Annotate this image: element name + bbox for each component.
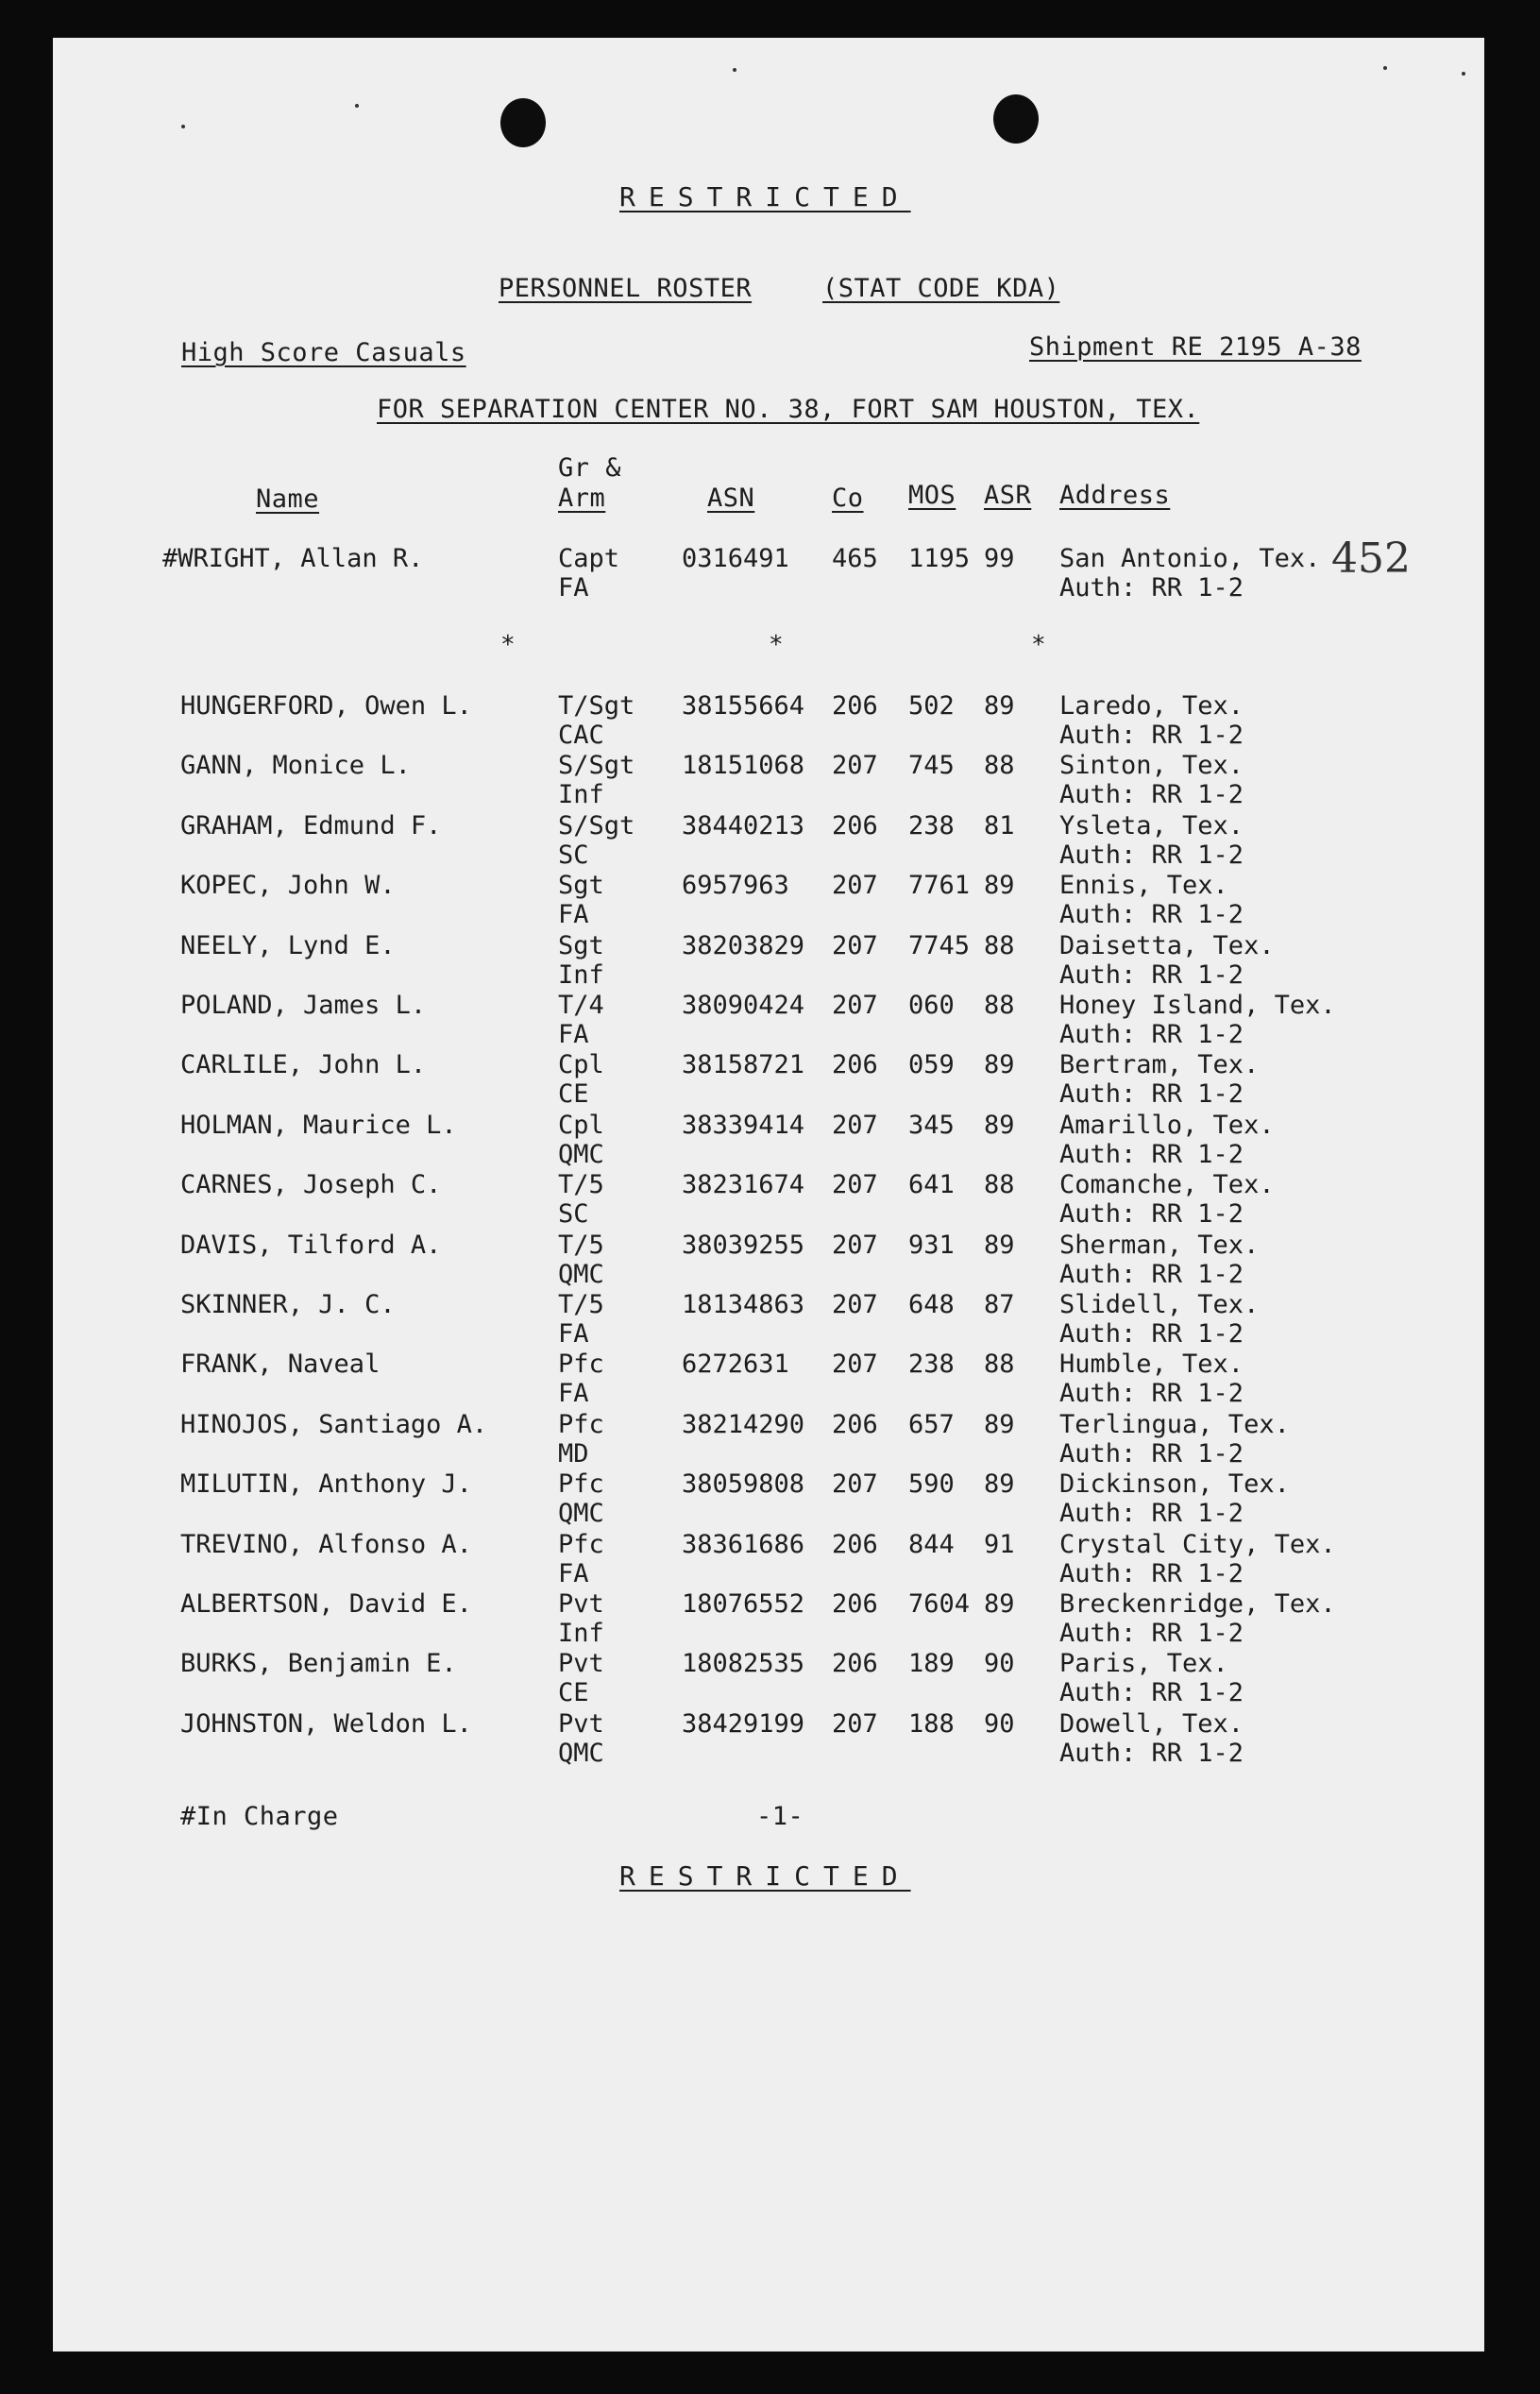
arm-cell: CAC: [558, 721, 604, 750]
asr-cell: 89: [984, 1050, 1015, 1079]
auth-cell: Auth: RR 1-2: [1059, 900, 1244, 929]
arm-cell: Inf: [558, 780, 604, 809]
destination-line: FOR SEPARATION CENTER NO. 38, FORT SAM HOUSTON, TEX.: [377, 395, 1200, 424]
unit-name: High Score Casuals: [181, 338, 466, 367]
address-cell: San Antonio, Tex.: [1059, 544, 1321, 573]
arm-cell: QMC: [558, 1739, 604, 1768]
separator-asterisk: *: [1031, 631, 1046, 659]
stat-code: (STAT CODE KDA): [822, 274, 1060, 303]
auth-cell: Auth: RR 1-2: [1059, 1559, 1244, 1588]
asn-cell: 38429199: [682, 1709, 805, 1739]
asr-cell: 88: [984, 931, 1015, 960]
name-cell: KOPEC, John W.: [180, 871, 396, 900]
grade-cell: T/5: [558, 1170, 604, 1199]
co-cell: 207: [832, 1290, 878, 1319]
auth-cell: Auth: RR 1-2: [1059, 1439, 1244, 1469]
auth-cell: Auth: RR 1-2: [1059, 960, 1244, 990]
arm-cell: SC: [558, 1199, 589, 1229]
page-number: -1-: [756, 1802, 804, 1831]
co-cell: 207: [832, 1231, 878, 1260]
table-row: [53, 1350, 1484, 1408]
co-cell: 206: [832, 1050, 878, 1079]
grade-cell: Pvt: [558, 1649, 604, 1678]
table-row: [53, 811, 1484, 870]
table-row: [53, 1649, 1484, 1707]
grade-cell: Sgt: [558, 871, 604, 900]
address-cell: Ysleta, Tex.: [1059, 811, 1244, 840]
col-arm-header: Arm: [558, 484, 606, 513]
address-cell: Ennis, Tex.: [1059, 871, 1228, 900]
table-row: [53, 1530, 1484, 1588]
name-cell: HOLMAN, Maurice L.: [180, 1111, 457, 1140]
asn-cell: 38203829: [682, 931, 805, 960]
table-row: [53, 931, 1484, 990]
grade-cell: Pfc: [558, 1350, 604, 1379]
address-cell: Dowell, Tex.: [1059, 1709, 1244, 1739]
address-cell: Slidell, Tex.: [1059, 1290, 1260, 1319]
address-cell: Sherman, Tex.: [1059, 1231, 1260, 1260]
asn-cell: 38059808: [682, 1469, 805, 1499]
asn-cell: 6957963: [682, 871, 789, 900]
address-cell: Humble, Tex.: [1059, 1350, 1244, 1379]
mos-cell: 238: [908, 811, 955, 840]
mos-cell: 059: [908, 1050, 955, 1079]
grade-cell: Pvt: [558, 1589, 604, 1619]
table-row: [53, 991, 1484, 1049]
mos-cell: 641: [908, 1170, 955, 1199]
address-cell: Honey Island, Tex.: [1059, 991, 1336, 1020]
co-cell: 206: [832, 691, 878, 721]
footnote: #In Charge: [180, 1802, 339, 1831]
document-page: [53, 38, 1484, 2352]
arm-cell: CE: [558, 1678, 589, 1707]
address-cell: Sinton, Tex.: [1059, 751, 1244, 780]
auth-cell: Auth: RR 1-2: [1059, 1199, 1244, 1229]
grade-cell: S/Sgt: [558, 811, 635, 840]
asr-cell: 89: [984, 1111, 1015, 1140]
arm-cell: QMC: [558, 1140, 604, 1169]
address-cell: Terlingua, Tex.: [1059, 1410, 1290, 1439]
name-cell: NEELY, Lynd E.: [180, 931, 396, 960]
table-row: [53, 871, 1484, 929]
asn-cell: 38214290: [682, 1410, 805, 1439]
mos-cell: 1195: [908, 544, 971, 573]
asr-cell: 89: [984, 1231, 1015, 1260]
address-cell: Breckenridge, Tex.: [1059, 1589, 1336, 1619]
arm-cell: Inf: [558, 960, 604, 990]
name-cell: MILUTIN, Anthony J.: [180, 1469, 472, 1499]
name-cell: CARNES, Joseph C.: [180, 1170, 442, 1199]
table-row: [53, 1410, 1484, 1469]
auth-cell: Auth: RR 1-2: [1059, 1319, 1244, 1349]
asr-cell: 87: [984, 1290, 1015, 1319]
co-cell: 206: [832, 1589, 878, 1619]
table-row: [53, 691, 1484, 750]
mos-cell: 345: [908, 1111, 955, 1140]
mos-cell: 745: [908, 751, 955, 780]
table-row: [53, 751, 1484, 809]
co-cell: 207: [832, 931, 878, 960]
mos-cell: 931: [908, 1231, 955, 1260]
grade-cell: Pfc: [558, 1469, 604, 1499]
arm-cell: FA: [558, 900, 589, 929]
asr-cell: 89: [984, 1410, 1015, 1439]
asn-cell: 38090424: [682, 991, 805, 1020]
asn-cell: 18134863: [682, 1290, 805, 1319]
arm-cell: QMC: [558, 1499, 604, 1528]
name-cell: FRANK, Naveal: [180, 1350, 381, 1379]
asr-cell: 99: [984, 544, 1015, 573]
name-cell: DAVIS, Tilford A.: [180, 1231, 442, 1260]
table-row: [53, 1469, 1484, 1528]
co-cell: 206: [832, 811, 878, 840]
auth-cell: Auth: RR 1-2: [1059, 1140, 1244, 1169]
asn-cell: 38158721: [682, 1050, 805, 1079]
name-cell: POLAND, James L.: [180, 991, 427, 1020]
co-cell: 207: [832, 871, 878, 900]
asn-cell: 38231674: [682, 1170, 805, 1199]
mos-cell: 060: [908, 991, 955, 1020]
grade-cell: T/5: [558, 1290, 604, 1319]
mos-cell: 648: [908, 1290, 955, 1319]
address-cell: Crystal City, Tex.: [1059, 1530, 1336, 1559]
grade-cell: Pvt: [558, 1709, 604, 1739]
asr-cell: 89: [984, 871, 1015, 900]
address-cell: Dickinson, Tex.: [1059, 1469, 1290, 1499]
arm-cell: FA: [558, 1379, 589, 1408]
arm-cell: Inf: [558, 1619, 604, 1648]
mos-cell: 590: [908, 1469, 955, 1499]
table-row: [53, 1050, 1484, 1109]
asn-cell: 18082535: [682, 1649, 805, 1678]
name-cell: GANN, Monice L.: [180, 751, 411, 780]
asn-cell: 38339414: [682, 1111, 805, 1140]
arm-cell: FA: [558, 1020, 589, 1049]
col-name-header: Name: [256, 484, 320, 514]
asn-cell: 18151068: [682, 751, 805, 780]
arm-cell: SC: [558, 840, 589, 870]
name-cell: GRAHAM, Edmund F.: [180, 811, 442, 840]
auth-cell: Auth: RR 1-2: [1059, 573, 1244, 603]
address-cell: Laredo, Tex.: [1059, 691, 1244, 721]
co-cell: 207: [832, 1709, 878, 1739]
asr-cell: 90: [984, 1709, 1015, 1739]
grade-cell: Cpl: [558, 1111, 604, 1140]
table-row: [53, 1290, 1484, 1349]
auth-cell: Auth: RR 1-2: [1059, 1499, 1244, 1528]
separator-asterisk: *: [500, 631, 516, 659]
address-cell: Bertram, Tex.: [1059, 1050, 1260, 1079]
asn-cell: 38155664: [682, 691, 805, 721]
col-mos-header: MOS: [908, 481, 956, 510]
roster-title: PERSONNEL ROSTER: [499, 274, 753, 303]
auth-cell: Auth: RR 1-2: [1059, 1619, 1244, 1648]
asr-cell: 89: [984, 1469, 1015, 1499]
name-cell: #WRIGHT, Allan R.: [162, 544, 424, 573]
name-cell: JOHNSTON, Weldon L.: [180, 1709, 472, 1739]
grade-cell: Cpl: [558, 1050, 604, 1079]
name-cell: HUNGERFORD, Owen L.: [180, 691, 472, 721]
asr-cell: 88: [984, 751, 1015, 780]
co-cell: 206: [832, 1410, 878, 1439]
col-co-header: Co: [832, 484, 864, 513]
separator-asterisk: *: [769, 631, 784, 659]
asr-cell: 88: [984, 1170, 1015, 1199]
grade-cell: Pfc: [558, 1410, 604, 1439]
auth-cell: Auth: RR 1-2: [1059, 1678, 1244, 1707]
punch-hole-right: [993, 94, 1039, 144]
asr-cell: 91: [984, 1530, 1015, 1559]
grade-cell: T/Sgt: [558, 691, 635, 721]
address-cell: Paris, Tex.: [1059, 1649, 1228, 1678]
name-cell: TREVINO, Alfonso A.: [180, 1530, 472, 1559]
table-row: [53, 1589, 1484, 1648]
grade-cell: Pfc: [558, 1530, 604, 1559]
mos-cell: 7745: [908, 931, 971, 960]
grade-cell: S/Sgt: [558, 751, 635, 780]
mos-cell: 189: [908, 1649, 955, 1678]
address-cell: Comanche, Tex.: [1059, 1170, 1275, 1199]
asn-cell: 38039255: [682, 1231, 805, 1260]
asr-cell: 88: [984, 1350, 1015, 1379]
co-cell: 207: [832, 991, 878, 1020]
auth-cell: Auth: RR 1-2: [1059, 840, 1244, 870]
asr-cell: 89: [984, 691, 1015, 721]
asr-cell: 81: [984, 811, 1015, 840]
auth-cell: Auth: RR 1-2: [1059, 1379, 1244, 1408]
col-asn-header: ASN: [707, 484, 755, 513]
table-row: [53, 1111, 1484, 1169]
table-row: [53, 1709, 1484, 1768]
arm-cell: QMC: [558, 1260, 604, 1289]
co-cell: 207: [832, 1111, 878, 1140]
asr-cell: 89: [984, 1589, 1015, 1619]
auth-cell: Auth: RR 1-2: [1059, 1260, 1244, 1289]
address-cell: Daisetta, Tex.: [1059, 931, 1275, 960]
grade-cell: Capt: [558, 544, 620, 573]
co-cell: 206: [832, 1649, 878, 1678]
asn-cell: 18076552: [682, 1589, 805, 1619]
mos-cell: 188: [908, 1709, 955, 1739]
name-cell: BURKS, Benjamin E.: [180, 1649, 457, 1678]
asn-cell: 38361686: [682, 1530, 805, 1559]
grade-cell: T/5: [558, 1231, 604, 1260]
auth-cell: Auth: RR 1-2: [1059, 780, 1244, 809]
co-cell: 207: [832, 751, 878, 780]
mos-cell: 844: [908, 1530, 955, 1559]
auth-cell: Auth: RR 1-2: [1059, 1020, 1244, 1049]
punch-hole-left: [500, 98, 546, 147]
arm-cell: FA: [558, 1559, 589, 1588]
col-asr-header: ASR: [984, 481, 1032, 510]
address-cell: Amarillo, Tex.: [1059, 1111, 1275, 1140]
co-cell: 206: [832, 1530, 878, 1559]
classification-header: RESTRICTED: [619, 181, 911, 212]
col-address-header: Address: [1059, 481, 1171, 510]
asn-cell: 38440213: [682, 811, 805, 840]
col-grade-header: Gr &: [558, 453, 622, 483]
mos-cell: 657: [908, 1410, 955, 1439]
asr-cell: 88: [984, 991, 1015, 1020]
grade-cell: T/4: [558, 991, 604, 1020]
asn-cell: 0316491: [682, 544, 789, 573]
leader-row: [53, 544, 1484, 603]
classification-footer: RESTRICTED: [619, 1860, 911, 1892]
auth-cell: Auth: RR 1-2: [1059, 1739, 1244, 1768]
name-cell: CARLILE, John L.: [180, 1050, 427, 1079]
mos-cell: 7761: [908, 871, 971, 900]
mos-cell: 502: [908, 691, 955, 721]
page-stamp: 452: [1331, 535, 1411, 583]
co-cell: 207: [832, 1350, 878, 1379]
auth-cell: Auth: RR 1-2: [1059, 721, 1244, 750]
arm-cell: FA: [558, 1319, 589, 1349]
arm-cell: FA: [558, 573, 589, 603]
shipment-number: Shipment RE 2195 A-38: [1029, 332, 1362, 362]
co-cell: 207: [832, 1170, 878, 1199]
arm-cell: MD: [558, 1439, 589, 1469]
co-cell: 465: [832, 544, 878, 573]
name-cell: HINOJOS, Santiago A.: [180, 1410, 488, 1439]
co-cell: 207: [832, 1469, 878, 1499]
asr-cell: 90: [984, 1649, 1015, 1678]
arm-cell: CE: [558, 1079, 589, 1109]
auth-cell: Auth: RR 1-2: [1059, 1079, 1244, 1109]
name-cell: SKINNER, J. C.: [180, 1290, 396, 1319]
table-row: [53, 1170, 1484, 1229]
mos-cell: 7604: [908, 1589, 971, 1619]
asn-cell: 6272631: [682, 1350, 789, 1379]
grade-cell: Sgt: [558, 931, 604, 960]
table-row: [53, 1231, 1484, 1289]
mos-cell: 238: [908, 1350, 955, 1379]
name-cell: ALBERTSON, David E.: [180, 1589, 472, 1619]
